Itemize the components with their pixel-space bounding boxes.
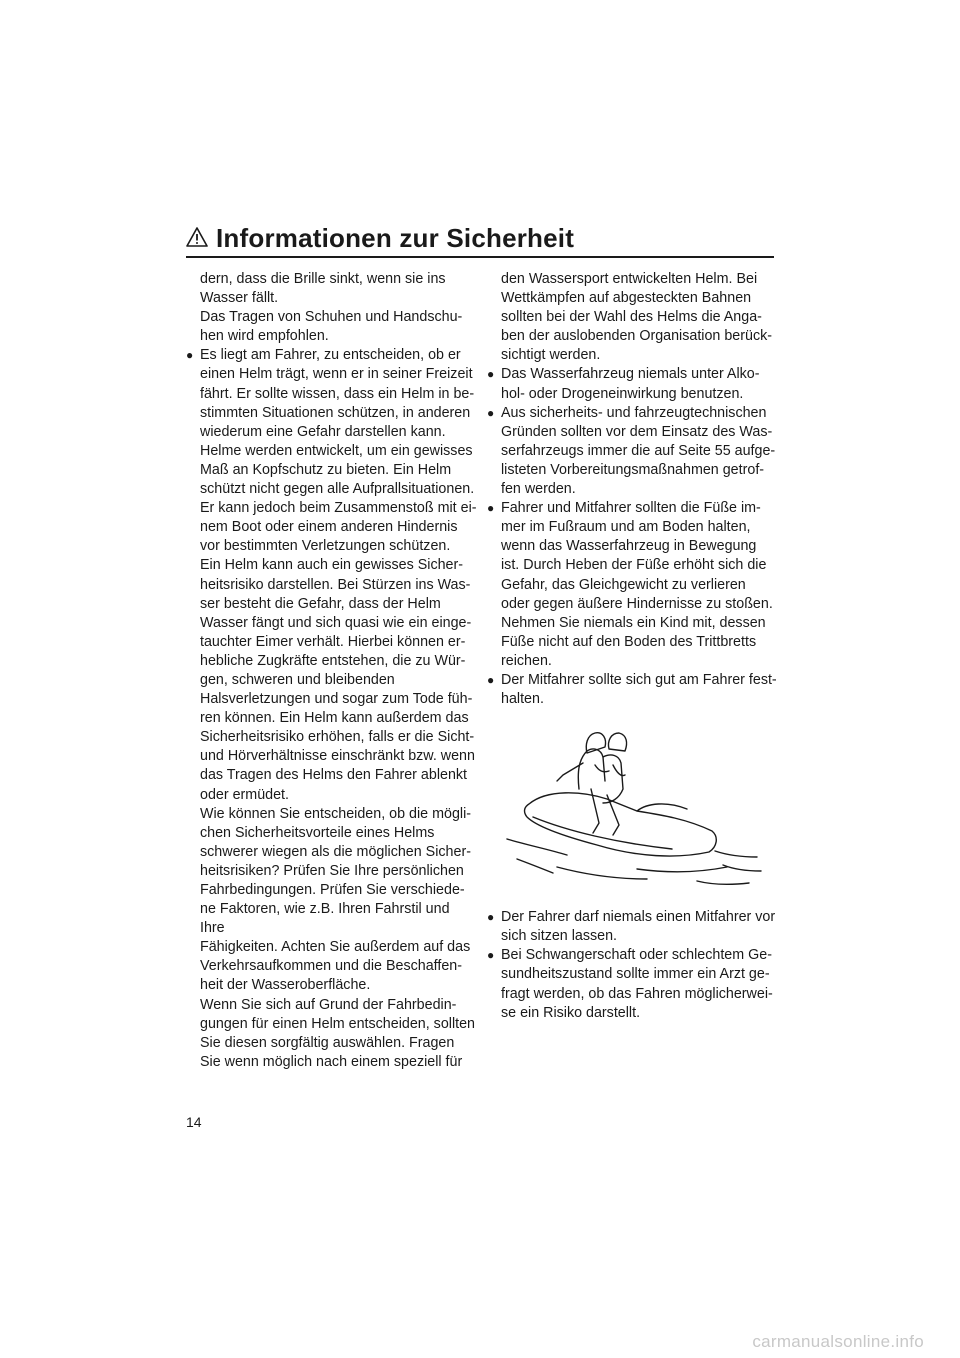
text-line: Sie wenn möglich nach einem speziell für [200,1053,463,1070]
text-line: schwerer wiegen als die möglichen Sicher- [200,843,471,860]
bullet-dot: ● [487,405,495,420]
text-line: sichtigt werden. [501,347,601,364]
text-line: fen werden. [501,481,576,498]
text-line: ist. Durch Heben der Füße erhöht sich die [501,557,767,574]
bullet-dot: ● [487,910,495,925]
text-line: fährt. Er sollte wissen, dass ein Helm in be- [200,385,475,402]
watermark: carmanualsonline.info [752,1332,924,1351]
warning-triangle-icon [186,226,208,248]
text-line: heitsrisiko darstellen. Bei Stürzen ins Was- [200,576,471,593]
bullet-passenger-hold [487,671,777,709]
text-line: Füße nicht auf den Boden des Trittbretts [501,633,757,650]
right-column [487,270,777,1023]
text-line: gungen für einen Helm entscheiden, sollten [200,1015,475,1032]
text-line: Verkehrsaufkommen und die Beschaffen- [200,958,462,975]
text-line: serfahrzeugs immer die auf Seite 55 aufge- [501,442,776,459]
text-line: Wettkämpfen auf abgesteckten Bahnen [501,290,752,307]
text-line: Fähigkeiten. Achten Sie außerdem auf das [200,939,471,956]
text-line: tauchter Eimer verhält. Hierbei können er- [200,633,466,650]
text-line: Fahrbedingungen. Prüfen Sie verschiede- [200,882,465,898]
text-line: ne Faktoren, wie z.B. Ihren Fahrstil und Ihre [200,901,450,937]
text-line: Er kann jedoch beim Zusammenstoß mit ei- [200,500,477,517]
text-line: heit der Wasseroberfläche. [200,977,371,994]
text-line: ser besteht die Gefahr, dass der Helm [200,595,441,612]
text-line: stimmten Situationen schützen, in anderen [200,404,471,421]
bullet-helmet [186,346,478,1072]
bullet-feet [487,499,777,671]
text-line: Es liegt am Fahrer, zu entscheiden, ob er [200,347,461,364]
text-line: Der Fahrer darf niemals einen Mitfahrer vor [501,909,776,926]
text-line: Wasser fängt und sich quasi wie ein einge- [200,614,472,631]
text-line: dern, dass die Brille sinkt, wenn sie ins [200,271,446,287]
text-line: und Hörverhältnisse einschränkt bzw. wenn [200,748,475,765]
text-line: sollten bei der Wahl des Helms die Anga- [501,309,762,326]
watercraft-illustration [487,719,777,894]
text-line: Gründen sollten vor dem Einsatz des Was- [501,423,773,440]
bullet-dot: ● [487,367,495,382]
bullet-dot: ● [186,348,194,363]
text-line: hen wird empfohlen. [200,328,329,345]
text-line: Sie diesen sorgfältig auswählen. Fragen [200,1034,455,1051]
text-line: ben der auslobenden Organisation berück- [501,328,773,345]
text-line: Fahrer und Mitfahrer sollten die Füße im- [501,500,761,517]
text-line: den Wassersport entwickelten Helm. Bei [501,271,758,287]
text-line: nem Boot oder einem anderen Hindernis [200,519,458,536]
text-line: Halsverletzungen und sogar zum Tode füh- [200,691,473,708]
text-line: wiederum eine Gefahr darstellen kann. [200,423,446,440]
text-line: oder gegen äußere Hindernisse zu stoßen. [501,595,773,612]
page-number: 14 [186,1114,202,1130]
text-line: Bei Schwangerschaft oder schlechtem Ge- [501,947,772,964]
text-line: Der Mitfahrer sollte sich gut am Fahrer fest- [501,671,777,688]
text-line: Helme werden entwickelt, um ein gewisses [200,442,473,459]
text-line: das Tragen des Helms den Fahrer ablenkt [200,767,468,784]
text-line: fragt werden, ob das Fahren möglicherwei- [501,985,773,1002]
text-line: Wenn Sie sich auf Grund der Fahrbedin- [200,996,457,1013]
text-line: Wasser fällt. [200,290,279,307]
text-line: Ein Helm kann auch ein gewisses Sicher- [200,557,464,574]
bullet-pregnancy [487,946,777,1022]
text-line: Maß an Kopfschutz zu bieten. Ein Helm [200,461,452,478]
text-line: chen Sicherheitsvorteile eines Helms [200,824,435,841]
bullet-dot: ● [487,672,495,687]
bullet-no-passenger-front [487,908,777,946]
left-column [186,270,478,1072]
text-line: sundheitszustand sollte immer ein Arzt ge- [501,966,770,983]
continued-paragraph [487,270,777,365]
text-line: vor bestimmten Verletzungen schützen. [200,538,451,555]
text-line: Das Wasserfahrzeug niemals unter Alko- [501,366,760,383]
text-line: oder ermüdet. [200,786,290,803]
text-line: Sicherheitsrisiko erhöhen, falls er die Sicht- [200,729,475,746]
text-line: reichen. [501,652,552,669]
text-line: hol- oder Drogeneinwirkung benutzen. [501,385,744,402]
text-line: Gefahr, das Gleichgewicht zu verlieren [501,576,746,593]
text-line: wenn das Wasserfahrzeug in Bewegung [501,538,757,555]
text-line: gen, schweren und bleibenden [200,671,395,688]
bullet-dot: ● [487,948,495,963]
text-line: listeten Vorbereitungsmaßnahmen getrof- [501,461,765,478]
bullet-dot: ● [487,501,495,516]
text-line: heitsrisiken? Prüfen Sie Ihre persönlichen [200,862,464,879]
intro-paragraph [186,270,478,346]
text-line: einen Helm trägt, wenn er in seiner Freizeit [200,366,473,383]
bullet-preparation [487,404,777,499]
text-line: hebliche Zugkräfte entstehen, die zu Wür- [200,652,466,669]
text-line: Nehmen Sie niemals ein Kind mit, dessen [501,614,766,631]
text-line: se ein Risiko darstellt. [501,1004,641,1021]
text-line: Wie können Sie entscheiden, ob die mögli- [200,805,472,822]
text-line: schützt nicht gegen alle Aufprallsituationen. [200,481,475,498]
page-title: Informationen zur Sicherheit [216,223,575,253]
text-line: Das Tragen von Schuhen und Handschu- [200,309,463,326]
text-line: ren können. Ein Helm kann außerdem das [200,710,469,727]
text-line: Aus sicherheits- und fahrzeugtechnischen [501,404,767,421]
text-line: halten. [501,691,544,708]
page-header [186,222,774,258]
bullet-alcohol [487,365,777,403]
text-line: mer im Fußraum und am Boden halten, [501,519,751,536]
text-line: sich sitzen lassen. [501,928,618,945]
